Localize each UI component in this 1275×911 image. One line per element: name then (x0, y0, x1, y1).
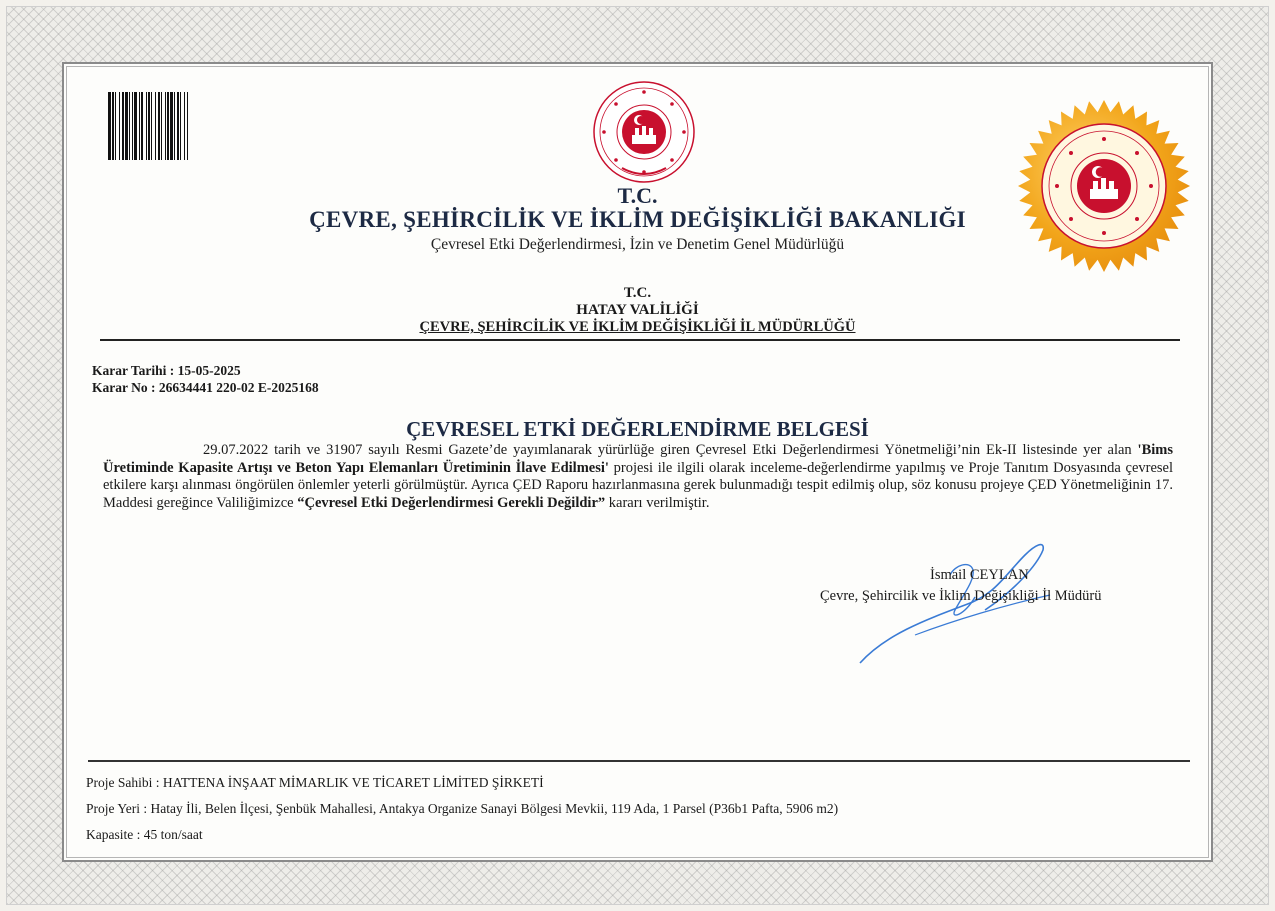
barcode (108, 92, 293, 160)
body-intro: 29.07.2022 tarih ve 31907 sayılı Resmi Gazete’de yayımlanarak yürürlüğe giren Çevresel Etki Değerlendirmesi Yönetmeliği’nin Ek-II listesinde yer alan (203, 442, 1132, 458)
project-owner: Proje Sahibi : HATTENA İNŞAAT MİMARLIK VE TİCARET LİMİTED ŞİRKETİ (86, 775, 544, 790)
ministry-name: ÇEVRE, ŞEHİRCİLİK VE İKLİM DEĞİŞİKLİĞİ BAKANLIĞI (309, 207, 966, 232)
project-capacity: Kapasite : 45 ton/saat (86, 827, 203, 842)
signatory-title: Çevre, Şehircilik ve İklim Değişikliği İl Müdürü (820, 588, 1102, 604)
decision-text: “Çevresel Etki Değerlendirmesi Gerekli Değildir” (297, 494, 606, 511)
decision-number: Karar No : 26634441 220-02 E-2025168 (92, 380, 319, 395)
project-details (86, 770, 838, 848)
decision-info (92, 362, 319, 396)
barcode-bar (188, 92, 189, 160)
footer-divider (88, 760, 1190, 762)
provincial-tc: T.C. (623, 285, 652, 301)
body-end: kararı verilmiştir. (608, 494, 710, 511)
provincial-directorate: ÇEVRE, ŞEHİRCİLİK VE İKLİM DEĞİŞİKLİĞİ İL MÜDÜRLÜĞÜ (419, 319, 856, 335)
decision-date: Karar Tarihi : 15-05-2025 (92, 363, 241, 378)
header-tc: T.C. (617, 183, 658, 208)
certificate-body (103, 442, 1173, 512)
project-location: Proje Yeri : Hatay İli, Belen İlçesi, Şenbük Mahallesi, Antakya Organize Sanayi Bölgesi Mevkii, 119 Ada, 1 Parsel (P36b1 Pafta, 5906 m2) (86, 801, 839, 816)
governorship: HATAY VALİLİĞİ (576, 302, 699, 318)
ministry-seal-icon (592, 80, 696, 184)
body-middle: projesi ile ilgili olarak inceleme-değerlendirme yapılmış ve Proje Tanıtım Dosyasında çevresel etkilere karşı alınması öngörülen önlemler yeterli görülmüştür. Ayrıca ÇED Raporu hazırlanmasına gerek bulunmadığı tespit edilmiş olup, söz konusu projeye ÇED Yönetmeliğinin 17. Maddesi gereğince Valiliğimizce (103, 459, 1174, 511)
project-name: 'Bims Üretiminde Kapasite Artışı ve Beton Yapı Elemanları Üretiminin İlave Edilmesi' (103, 442, 1173, 476)
general-directorate: Çevresel Etki Değerlendirmesi, İzin ve Denetim Genel Müdürlüğü (430, 236, 845, 253)
header-divider (100, 339, 1180, 341)
signatory-name: İsmail CEYLAN (930, 567, 1029, 583)
document-title: ÇEVRESEL ETKİ DEĞERLENDİRME BELGESİ (406, 417, 869, 441)
